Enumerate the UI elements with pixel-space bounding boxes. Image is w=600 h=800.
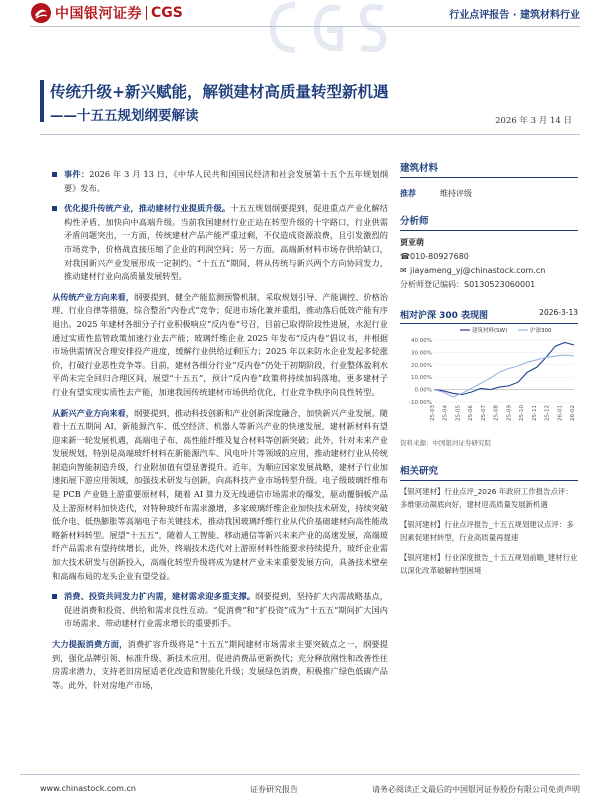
report-date: 2026 年 3 月 14 日 [495,116,572,126]
domestic-demand-text: 纲要提到，坚持扩大内需战略基点，促进消费和投资、供给和需求良性互动。“促消费”和“扩投资”成为“十五五”期间扩大国内市场需求、带动建材行业需求增长的重要抓手。 [64,591,388,629]
domestic-demand-label: 消费、投资共同发力扩内需，建材需求迎多重支撑。 [64,591,256,602]
event-paragraph [52,168,388,195]
x-tick-label: 25-12 [544,405,551,421]
x-tick-label: 25-05 [455,405,462,421]
legend-label: 建筑材料(SW) [472,328,508,334]
related-item[interactable]: 【银河建材】行业点评报告_十五五规划建议点评：多因素促建材转型，行业高质量再提速 [400,520,574,542]
traditional-direction-label: 从传统产业方向来看， [52,291,134,302]
phone-icon: ☎ [400,252,410,261]
related-item[interactable]: 【银河建材】行业深度报告_十五五规划前瞻_建材行业以深化改革破解转型困境 [400,553,578,575]
x-tick-label: 26-01 [557,405,564,421]
page-header [0,0,600,26]
traditional-upgrade-label: 优化提升传统产业，推动建材行业提质升级。 [64,203,231,214]
analyst-phone: 010-80927680 [410,252,469,261]
x-tick-label: 25-03 [430,405,436,421]
logo-divider [146,6,147,20]
main-content [52,168,388,699]
x-tick-label: 25-09 [506,405,513,421]
emerging-direction-text: 纲要提到，推动科技创新和产业创新深度融合，加快新兴产业发展。随着十五五期间 AI、新能源汽车、低空经济、机器人等新兴产业的快速发展，建材新材料有望迎来新一轮发展机遇，高端电子布、高性能纤维及复合材料等创新突破；此外，针对未来产业发展规划，特别是高端玻纤材料在新能源汽车、风电叶片等领域的应用，推动建材行业从传统制造向智能制造升级，行业附加值有望显著提升。近年，为顺应国家发展战略，建材子行业加速拓展下游应用领域，加强技术研发与创新，向高科技产业市场转型升级。电子级玻璃纤维布是 PCB 产业链上游重要原材料，随着 AI 算力及无线通信市场需求的爆发，驱动覆铜板产品及上游原材料加快迭代，对特种玻纤布需求激增，多家玻璃纤维企业加快技术研发，持续突破低介电、低热膨胀等高端电子布关键技术，推动我国玻璃纤维行业从代价基础建材向高性能战略新材料转型。展望“十五五”，随着人工智能、移动通信等新兴未来产业的高速发展，高端玻纤产品需求有望持续增长，此外，终端技术迭代对上游原材料性能要求持续提升，玻纤企业需加大技术研发与创新投入，高端化转型升级将成为建材产业未来重要发展方向，具备技术壁垒和高端布局的龙头企业有望受益。 [52,407,388,581]
header-divider [30,26,580,27]
rating-row [400,188,578,199]
x-tick-label: 25-06 [468,405,475,421]
y-tick-label: 10.00% [411,375,432,382]
chart-source: 资料来源：中国银河证券研究院 [400,439,491,447]
footer-divider [20,774,580,775]
industry-heading: 建筑材料 [400,160,578,178]
event-text: 2026 年 3 月 13 日，《中华人民共和国国民经济和社会发展第十五个五年规划纲要》发布。 [64,169,388,193]
y-tick-label: -10.00% [409,400,432,406]
emerging-direction-paragraph [52,407,388,584]
x-tick-label: 25-11 [531,405,538,421]
consumption-paragraph [52,638,388,692]
event-label: 事件： [64,169,90,179]
report-type: 行业点评报告 · 建筑材料行业 [449,10,580,21]
x-tick-label: 25-10 [519,405,526,421]
y-tick-label: 40.00% [411,338,432,344]
series-line [434,355,574,397]
title-accent-bar [40,80,44,122]
y-tick-label: 0.00% [414,387,432,394]
x-tick-label: 26-02 [570,405,576,421]
traditional-upgrade-paragraph [52,202,388,284]
title-divider [40,134,580,135]
x-tick-label: 25-08 [493,405,500,421]
analyst-phone-row [400,250,578,264]
sidebar [400,160,578,585]
y-tick-label: 20.00% [411,362,432,369]
rating-label: 推荐 [400,189,416,198]
logo-text-cn: 中国银河证券 [55,6,142,22]
related-item[interactable]: 【银河建材】行业点评_2026 年政府工作报告点评：多维驱动凝底向好，建材迎高质量发展新机遇 [400,487,573,509]
logo-mark-icon [30,2,52,24]
chart-date: 2026-3-13 [539,308,578,317]
performance-chart [400,324,578,432]
analyst-email[interactable]: jiayameng_yj@chinastock.com.cn [410,266,546,275]
logo-text-en: CGS [151,5,183,21]
chart-title: 相对沪深 300 表现图 [400,311,489,321]
footer-center-text: 证券研究报告 [250,785,298,794]
chart-header [400,308,578,324]
legend-label: 沪深300 [530,328,552,334]
watermark-graphic [255,0,395,55]
domestic-demand-paragraph [52,590,388,631]
consumption-text: 消费扩容升级将是“十五五”期间建材市场需求主要突破点之一，纲要提到，强化品牌引领、标准升级、新技术应用，促进消费品更新换代；充分释放刚性和改善性住房需求潜力，支持老旧房屋适老化改造和智能化升级；发展绿色消费，积极推广绿色低碳产品等。此外，针对房地产市场， [52,639,388,690]
y-tick-label: 30.00% [411,350,432,357]
consumption-label: 大力提振消费方面， [52,639,128,649]
analyst-name: 贾亚萌 [400,238,424,247]
x-tick-label: 25-07 [480,405,487,421]
traditional-upgrade-text: 十五五规划纲要提到，促进重点产业化解结构性矛盾、加快向中高端升级。当前我国建材行业正站在转型升级的十字路口，行业供需矛盾问题突出，一方面，传统建材产品产能严重过剩，不仅造成资源浪费，且引发激烈的市场竞争，价格战直接压缩了企业的利润空间；另一方面，高端新材料市场存供给缺口，对我国新兴产业发展形成一定制约。“十五五”期间，将从传统与新兴两个方向协同发力，推动建材行业向高质量发展转型。 [64,203,388,282]
related-heading: 相关研究 [400,463,578,481]
traditional-direction-text: 纲要提到，健全产能监测预警机制，采取规划引导、产能调控、价格治理、行业自律等措施，综合整治“内卷式”竞争；促进市场化兼并重组，推动落后低效产能有序退出。2025 年建材各细分子行业积极响应“反内卷”号召，目前已取得阶段性进展，水泥行业通过实质性监管政策加速行业去产能；玻璃纤维企业 2025 年发布“反内卷”倡议书，并根据市场供需情况合理安排投产进度，缓解行业供给过剩压力；2025 年以来防水企业发起多轮涨价，打破行业恶性竞争等。目前，建材各细分行业“反内卷”仍处于初期阶段，行业整体盈利水平尚未完全回归合理区间，展望“十五五”，预计“反内卷”政策将持续加码落地，更多建材子行业有望实现实质性去产能，加速我国传统建材市场供给优化，行业竞争秩序向良性转型。 [52,291,388,397]
analyst-info [400,236,578,292]
page-footer [0,774,600,800]
analyst-cert: 分析师登记编码：S0130523060001 [400,280,536,289]
analyst-heading: 分析师 [400,213,578,231]
rating-value: 维持评级 [440,189,472,198]
traditional-direction-paragraph [52,291,388,400]
company-logo [30,2,183,24]
analyst-email-row [400,264,578,278]
footer-website[interactable]: www.chinastock.com.cn [40,784,136,793]
emerging-direction-label: 从新兴产业方向来看， [52,407,134,418]
footer-disclaimer: 请务必阅读正文最后的中国银河证券股份有限公司免责声明 [372,785,580,794]
email-icon: ✉ [400,266,407,275]
series-line [434,343,574,395]
report-title: 传统升级+新兴赋能，解锁建材高质量转型新机遇 [50,82,389,101]
x-tick-label: 25-04 [442,405,449,421]
report-subtitle: ——十五五规划纲要解读 [50,108,199,124]
